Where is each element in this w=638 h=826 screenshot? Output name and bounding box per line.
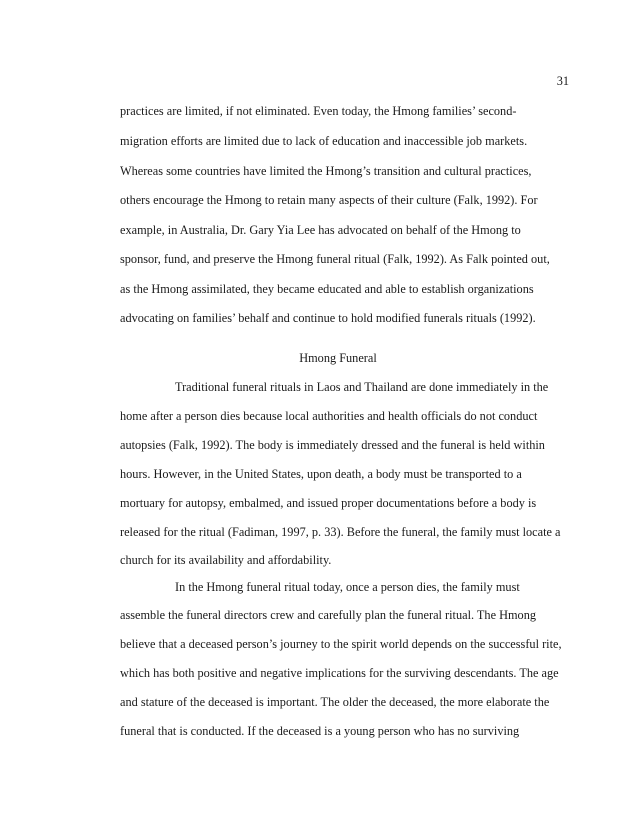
paragraph-line: which has both positive and negative implications for the surviving descendants. The age [120,666,559,680]
paragraph-line: In the Hmong funeral ritual today, once a person dies, the family must [175,580,520,594]
paragraph-line: others encourage the Hmong to retain many aspects of their culture (Falk, 1992). For [120,193,538,207]
paragraph-line: assemble the funeral directors crew and carefully plan the funeral ritual. The Hmong [120,608,536,622]
paragraph-line: released for the ritual (Fadiman, 1997, p. 33). Before the funeral, the family must locate a [120,525,561,539]
paragraph-line: practices are limited, if not eliminated. Even today, the Hmong families’ second- [120,104,517,118]
paragraph-line: funeral that is conducted. If the deceased is a young person who has no surviving [120,724,520,738]
paragraph-line: sponsor, fund, and preserve the Hmong funeral ritual (Falk, 1992). As Falk pointed out, [120,252,550,266]
paragraph-line: migration efforts are limited due to lack of education and inaccessible job markets. [120,134,528,148]
paragraph-line: home after a person dies because local authorities and health officials do not conduct [120,409,538,423]
paragraph-line: Whereas some countries have limited the Hmong’s transition and cultural practices, [120,164,532,178]
paragraph-line: advocating on families’ behalf and continue to hold modified funerals rituals (1992). [120,311,536,325]
paragraph-line: example, in Australia, Dr. Gary Yia Lee has advocated on behalf of the Hmong to [120,223,521,237]
paragraph-line: autopsies (Falk, 1992). The body is immediately dressed and the funeral is held within [120,438,545,452]
paragraph-line: hours. However, in the United States, upon death, a body must be transported to a [120,467,522,481]
page-number: 31 [556,74,569,88]
paragraph-line: Traditional funeral rituals in Laos and Thailand are done immediately in the [175,380,549,394]
section-heading: Hmong Funeral [299,351,377,365]
paragraph-line: as the Hmong assimilated, they became educated and able to establish organizations [120,282,534,296]
paragraph-line: and stature of the deceased is important. The older the deceased, the more elaborate the [120,695,550,709]
paragraph-line: church for its availability and affordability. [120,553,332,567]
paragraph-line: mortuary for autopsy, embalmed, and issued proper documentations before a body is [120,496,537,510]
paragraph-line: believe that a deceased person’s journey to the spirit world depends on the successful rite, [120,637,562,651]
